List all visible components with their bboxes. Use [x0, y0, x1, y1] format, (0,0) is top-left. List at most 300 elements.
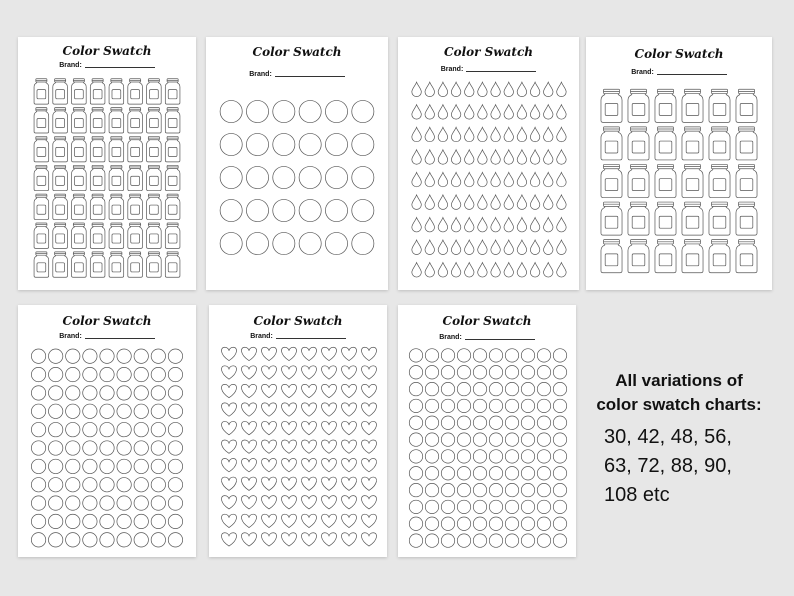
circle-swatch — [31, 386, 45, 400]
drop-swatch — [438, 217, 447, 231]
circle-swatch — [48, 441, 62, 455]
circle-swatch — [134, 459, 148, 473]
page-title: Color Swatch — [442, 314, 532, 328]
heart-swatch — [261, 421, 276, 434]
circle-swatch — [457, 517, 470, 530]
circle-swatch — [441, 366, 454, 379]
heart-swatch — [281, 514, 296, 527]
circle-swatch — [83, 478, 97, 492]
circle-swatch — [441, 534, 454, 547]
jar-swatch — [90, 79, 105, 104]
drop-swatch — [530, 82, 539, 96]
heart-swatch — [361, 384, 376, 397]
heart-swatch — [281, 533, 296, 546]
jar-swatch — [128, 165, 143, 190]
jar-swatch — [34, 165, 49, 190]
swatch-grid — [18, 305, 196, 557]
circle-swatch — [246, 133, 268, 155]
circle-swatch — [489, 500, 502, 513]
drop-swatch — [465, 172, 474, 186]
circle-swatch — [83, 441, 97, 455]
page-title: Color Swatch — [444, 45, 533, 59]
jar-swatch — [53, 79, 68, 104]
circle-swatch — [273, 133, 295, 155]
jar-swatch — [147, 252, 162, 277]
circle-swatch — [441, 349, 454, 362]
circle-swatch — [425, 500, 438, 513]
drop-swatch — [517, 217, 526, 231]
circle-swatch — [521, 450, 534, 463]
jar-swatch — [128, 108, 143, 133]
circle-swatch — [352, 232, 374, 254]
drop-swatch — [557, 172, 566, 186]
drop-swatch — [425, 82, 434, 96]
drop-swatch — [451, 217, 460, 231]
swatch-page-circles-30 — [206, 37, 388, 290]
jar-swatch — [128, 194, 143, 219]
circle-swatch — [66, 459, 80, 473]
heart-swatch — [361, 403, 376, 416]
heart-swatch — [241, 440, 256, 453]
jar-swatch — [736, 202, 757, 235]
swatch-grid — [398, 37, 579, 290]
circle-swatch — [473, 349, 486, 362]
circle-swatch — [31, 349, 45, 363]
jar-swatch — [53, 194, 68, 219]
circle-swatch — [537, 467, 550, 480]
drop-swatch — [491, 240, 500, 254]
jar-swatch — [34, 223, 49, 248]
circle-swatch — [168, 441, 182, 455]
circle-swatch — [489, 483, 502, 496]
heart-swatch — [221, 440, 236, 453]
drop-swatch — [478, 150, 487, 164]
drop-swatch — [491, 217, 500, 231]
drop-swatch — [517, 150, 526, 164]
circle-swatch — [83, 404, 97, 418]
circle-swatch — [168, 367, 182, 381]
circle-swatch — [441, 517, 454, 530]
circle-swatch — [83, 533, 97, 547]
circle-swatch — [441, 483, 454, 496]
drop-swatch — [491, 195, 500, 209]
drop-swatch — [438, 127, 447, 141]
circle-swatch — [537, 416, 550, 429]
circle-swatch — [31, 404, 45, 418]
heart-swatch — [321, 514, 336, 527]
jar-swatch — [109, 223, 124, 248]
jar-swatch — [628, 127, 649, 160]
circle-swatch — [409, 349, 422, 362]
circle-swatch — [100, 441, 114, 455]
circle-swatch — [473, 399, 486, 412]
drop-swatch — [557, 217, 566, 231]
circle-swatch — [537, 500, 550, 513]
drop-swatch — [557, 127, 566, 141]
swatch-page-hearts-88 — [209, 305, 387, 557]
circle-swatch — [425, 366, 438, 379]
circle-swatch — [505, 382, 518, 395]
circle-swatch — [521, 517, 534, 530]
circle-swatch — [489, 416, 502, 429]
jar-swatch — [128, 79, 143, 104]
heart-swatch — [321, 496, 336, 509]
circle-swatch — [48, 404, 62, 418]
circle-swatch — [425, 382, 438, 395]
circle-swatch — [473, 366, 486, 379]
circle-swatch — [473, 467, 486, 480]
jar-swatch — [655, 164, 676, 197]
jar-swatch — [34, 194, 49, 219]
drop-swatch — [412, 217, 421, 231]
circle-swatch — [66, 441, 80, 455]
drop-swatch — [412, 263, 421, 277]
jar-swatch — [682, 89, 703, 122]
jar-swatch — [165, 252, 180, 277]
circle-swatch — [553, 433, 566, 446]
drop-swatch — [451, 263, 460, 277]
brand-label: Brand: — [631, 69, 654, 76]
circle-swatch — [521, 366, 534, 379]
drop-swatch — [517, 127, 526, 141]
drop-swatch — [530, 195, 539, 209]
circle-swatch — [66, 514, 80, 528]
circle-swatch — [441, 433, 454, 446]
jar-swatch — [34, 136, 49, 161]
heart-swatch — [281, 384, 296, 397]
jar-swatch — [709, 240, 730, 273]
circle-swatch — [473, 416, 486, 429]
brand-label: Brand: — [59, 62, 82, 69]
circle-swatch — [100, 533, 114, 547]
circle-swatch — [66, 496, 80, 510]
circle-swatch — [83, 459, 97, 473]
circle-swatch — [134, 441, 148, 455]
drop-swatch — [544, 150, 553, 164]
jar-swatch — [601, 240, 622, 273]
circle-swatch — [489, 349, 502, 362]
circle-swatch — [489, 382, 502, 395]
drop-swatch — [517, 240, 526, 254]
circle-swatch — [48, 533, 62, 547]
jar-swatch — [709, 164, 730, 197]
circle-swatch — [220, 100, 242, 122]
drop-swatch — [438, 82, 447, 96]
heart-swatch — [221, 496, 236, 509]
heart-swatch — [281, 459, 296, 472]
heart-swatch — [341, 459, 356, 472]
swatch-grid — [398, 305, 576, 557]
circle-swatch — [409, 450, 422, 463]
circle-swatch — [553, 416, 566, 429]
jar-swatch — [682, 202, 703, 235]
heart-swatch — [341, 421, 356, 434]
circle-swatch — [473, 500, 486, 513]
jar-swatch — [109, 252, 124, 277]
circle-swatch — [489, 517, 502, 530]
circle-swatch — [521, 399, 534, 412]
circle-swatch — [66, 349, 80, 363]
heart-swatch — [261, 384, 276, 397]
drop-swatch — [425, 240, 434, 254]
swatch-grid — [209, 305, 387, 557]
circle-swatch — [66, 367, 80, 381]
jar-swatch — [682, 127, 703, 160]
heart-swatch — [301, 533, 316, 546]
drop-swatch — [425, 217, 434, 231]
heart-swatch — [321, 384, 336, 397]
heart-swatch — [321, 421, 336, 434]
drop-swatch — [451, 105, 460, 119]
circle-swatch — [31, 478, 45, 492]
page-title: Color Swatch — [62, 314, 152, 328]
page-title: Color Swatch — [253, 314, 343, 328]
drop-swatch — [412, 150, 421, 164]
jar-swatch — [601, 127, 622, 160]
jar-swatch — [109, 194, 124, 219]
heart-swatch — [321, 459, 336, 472]
drop-swatch — [438, 240, 447, 254]
jar-swatch — [165, 108, 180, 133]
drop-swatch — [438, 195, 447, 209]
jar-swatch — [628, 164, 649, 197]
circle-swatch — [489, 534, 502, 547]
heart-swatch — [241, 533, 256, 546]
jar-swatch — [147, 223, 162, 248]
jar-swatch — [628, 89, 649, 122]
circle-swatch — [537, 349, 550, 362]
jar-swatch — [682, 240, 703, 273]
circle-swatch — [151, 386, 165, 400]
heart-swatch — [301, 514, 316, 527]
jar-swatch — [601, 202, 622, 235]
drop-swatch — [530, 240, 539, 254]
drop-swatch — [491, 172, 500, 186]
heart-swatch — [221, 477, 236, 490]
jar-swatch — [628, 202, 649, 235]
jar-swatch — [34, 79, 49, 104]
heart-swatch — [301, 440, 316, 453]
drop-swatch — [504, 127, 513, 141]
circle-swatch — [425, 467, 438, 480]
heart-swatch — [341, 366, 356, 379]
jar-swatch — [147, 194, 162, 219]
circle-swatch — [273, 199, 295, 221]
jar-swatch — [90, 136, 105, 161]
jar-swatch — [90, 165, 105, 190]
heart-swatch — [361, 533, 376, 546]
circle-swatch — [117, 496, 131, 510]
circle-swatch — [220, 166, 242, 188]
drop-swatch — [465, 195, 474, 209]
circle-swatch — [553, 500, 566, 513]
heart-swatch — [261, 366, 276, 379]
drop-swatch — [504, 150, 513, 164]
jar-swatch — [72, 136, 87, 161]
circle-swatch — [521, 534, 534, 547]
circle-swatch — [273, 166, 295, 188]
circle-swatch — [246, 100, 268, 122]
swatch-page-drops-108 — [398, 37, 579, 290]
heart-swatch — [361, 440, 376, 453]
jar-swatch — [655, 240, 676, 273]
circle-swatch — [83, 386, 97, 400]
swatch-page-jars-56 — [18, 37, 196, 290]
circle-swatch — [537, 399, 550, 412]
heart-swatch — [261, 514, 276, 527]
circle-swatch — [473, 433, 486, 446]
circle-swatch — [100, 386, 114, 400]
swatch-page-circles-120 — [398, 305, 576, 557]
jar-swatch — [709, 202, 730, 235]
circle-swatch — [220, 199, 242, 221]
drop-swatch — [438, 263, 447, 277]
jar-swatch — [147, 165, 162, 190]
jar-swatch — [72, 165, 87, 190]
jar-swatch — [128, 136, 143, 161]
jar-swatch — [147, 79, 162, 104]
drop-swatch — [478, 82, 487, 96]
circle-swatch — [134, 422, 148, 436]
circle-swatch — [441, 399, 454, 412]
circle-swatch — [521, 467, 534, 480]
circle-swatch — [425, 416, 438, 429]
heart-swatch — [301, 477, 316, 490]
circle-swatch — [273, 100, 295, 122]
drop-swatch — [517, 263, 526, 277]
heart-swatch — [321, 347, 336, 360]
heart-swatch — [281, 440, 296, 453]
circle-swatch — [409, 366, 422, 379]
drop-swatch — [517, 172, 526, 186]
swatch-grid — [586, 37, 772, 290]
circle-swatch — [409, 399, 422, 412]
circle-swatch — [352, 166, 374, 188]
heart-swatch — [281, 366, 296, 379]
jar-swatch — [72, 223, 87, 248]
circle-swatch — [409, 433, 422, 446]
brand-label: Brand: — [250, 333, 273, 340]
jar-swatch — [109, 79, 124, 104]
jar-swatch — [628, 240, 649, 273]
circle-swatch — [325, 199, 347, 221]
drop-swatch — [544, 172, 553, 186]
circle-swatch — [168, 459, 182, 473]
circle-swatch — [31, 441, 45, 455]
circle-swatch — [220, 133, 242, 155]
drop-swatch — [478, 105, 487, 119]
circle-swatch — [83, 496, 97, 510]
circle-swatch — [473, 517, 486, 530]
jar-swatch — [72, 108, 87, 133]
drop-swatch — [451, 172, 460, 186]
circle-swatch — [100, 422, 114, 436]
promo-panel — [584, 305, 774, 557]
circle-swatch — [134, 386, 148, 400]
circle-swatch — [457, 382, 470, 395]
circle-swatch — [505, 467, 518, 480]
drop-swatch — [504, 217, 513, 231]
circle-swatch — [117, 386, 131, 400]
heart-swatch — [361, 347, 376, 360]
drop-swatch — [465, 105, 474, 119]
drop-swatch — [504, 195, 513, 209]
circle-swatch — [352, 100, 374, 122]
heart-swatch — [341, 384, 356, 397]
drop-swatch — [517, 195, 526, 209]
circle-swatch — [489, 366, 502, 379]
swatch-page-circles-99 — [18, 305, 196, 557]
jar-swatch — [709, 89, 730, 122]
heart-swatch — [221, 514, 236, 527]
heart-swatch — [321, 533, 336, 546]
circle-swatch — [325, 100, 347, 122]
circle-swatch — [325, 133, 347, 155]
circle-swatch — [457, 500, 470, 513]
drop-swatch — [425, 127, 434, 141]
heart-swatch — [241, 477, 256, 490]
jar-swatch — [601, 89, 622, 122]
circle-swatch — [83, 349, 97, 363]
jar-swatch — [53, 136, 68, 161]
circle-swatch — [409, 467, 422, 480]
jar-swatch — [53, 108, 68, 133]
heart-swatch — [261, 347, 276, 360]
circle-swatch — [100, 349, 114, 363]
drop-swatch — [438, 172, 447, 186]
drop-swatch — [478, 127, 487, 141]
circle-swatch — [273, 232, 295, 254]
circle-swatch — [473, 450, 486, 463]
circle-swatch — [425, 534, 438, 547]
heart-swatch — [321, 366, 336, 379]
drop-swatch — [478, 217, 487, 231]
jar-swatch — [165, 79, 180, 104]
circle-swatch — [151, 514, 165, 528]
heart-swatch — [261, 459, 276, 472]
circle-swatch — [299, 166, 321, 188]
drop-swatch — [412, 127, 421, 141]
drop-swatch — [412, 172, 421, 186]
heart-swatch — [221, 366, 236, 379]
circle-swatch — [48, 349, 62, 363]
circle-swatch — [489, 467, 502, 480]
jar-swatch — [128, 252, 143, 277]
heart-swatch — [241, 459, 256, 472]
circle-swatch — [48, 514, 62, 528]
drop-swatch — [412, 105, 421, 119]
drop-swatch — [438, 105, 447, 119]
jar-swatch — [72, 252, 87, 277]
circle-swatch — [134, 349, 148, 363]
circle-swatch — [134, 514, 148, 528]
circle-swatch — [537, 517, 550, 530]
heart-swatch — [221, 459, 236, 472]
promo-counts: 30, 42, 48, 56, 63, 72, 88, 90, 108 etc — [604, 426, 732, 506]
heart-swatch — [221, 384, 236, 397]
circle-swatch — [409, 500, 422, 513]
circle-swatch — [505, 366, 518, 379]
drop-swatch — [451, 195, 460, 209]
jar-swatch — [147, 108, 162, 133]
jar-swatch — [72, 79, 87, 104]
drop-swatch — [425, 172, 434, 186]
jar-swatch — [90, 108, 105, 133]
circle-swatch — [505, 534, 518, 547]
circle-swatch — [457, 433, 470, 446]
heart-swatch — [301, 496, 316, 509]
drop-swatch — [465, 82, 474, 96]
